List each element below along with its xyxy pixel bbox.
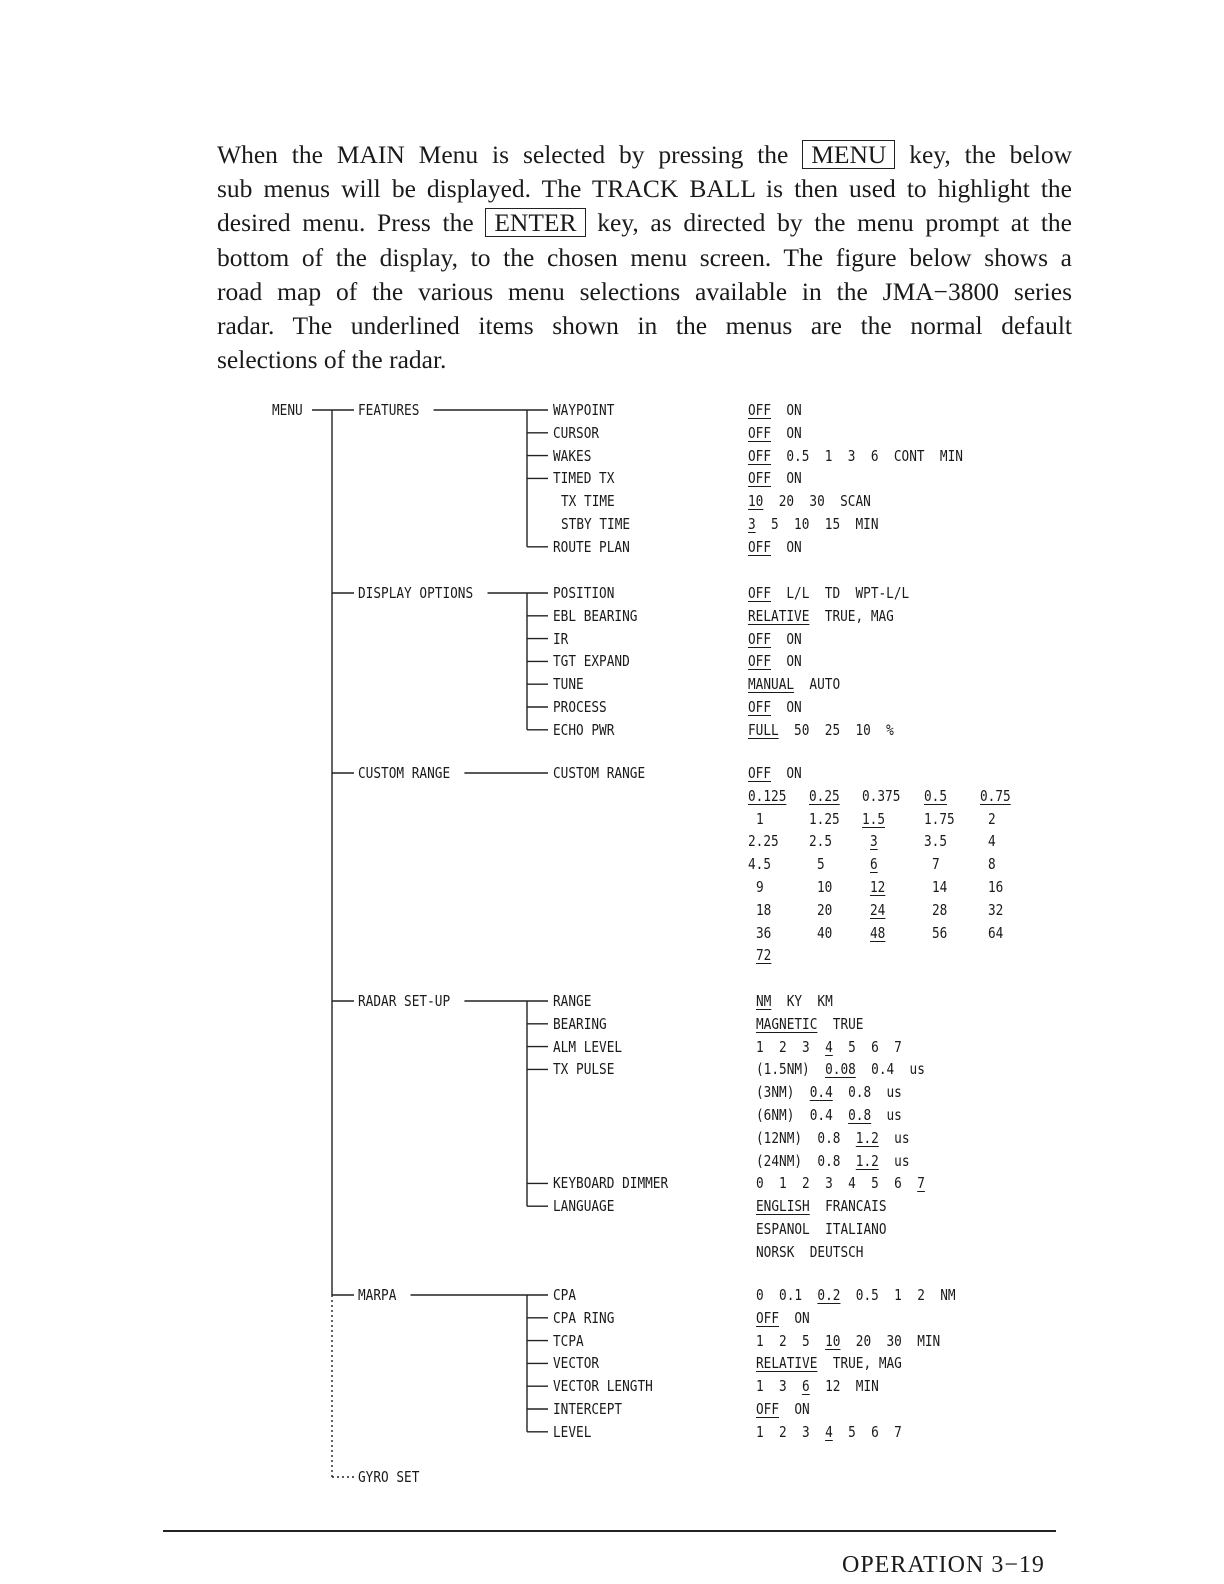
option: 0.4	[809, 1106, 833, 1124]
default-range-value: 1.5	[862, 809, 886, 828]
default-range-value: 24	[870, 900, 886, 919]
menu-item-label: KEYBOARD DIMMER	[553, 1174, 669, 1193]
option-row	[756, 1104, 902, 1127]
option: 1	[824, 446, 833, 465]
menu-group-label: FEATURES	[358, 401, 420, 419]
option-row	[756, 1127, 910, 1150]
intro-text: bottom of the display, to the chosen menu screen. The figure below shows a	[217, 242, 1072, 272]
range-value: 20	[817, 900, 833, 919]
default-range-value: 0.125	[748, 786, 787, 805]
option-row	[756, 1218, 887, 1241]
option: 6	[871, 1422, 879, 1441]
option: 12	[825, 1377, 841, 1396]
default-option: 4	[825, 1037, 833, 1056]
range-value: 5	[817, 855, 825, 874]
option: (3NM)	[756, 1083, 795, 1102]
option: 5	[848, 1037, 856, 1056]
default-range-value: 12	[870, 878, 886, 896]
option: SCAN	[840, 492, 871, 511]
menu-group-label: DISPLAY OPTIONS	[358, 584, 474, 602]
default-range-value: 48	[870, 923, 886, 942]
menu-item-label: INTERCEPT	[553, 1400, 623, 1418]
option-row	[748, 762, 802, 785]
option: MIN	[855, 1377, 879, 1396]
menu-item-label: ECHO PWR	[553, 720, 615, 739]
menu-root: MENU	[272, 401, 303, 419]
option: 30	[809, 492, 825, 511]
option: (6NM)	[756, 1106, 795, 1124]
default-range-value: 6	[870, 855, 878, 874]
default-option: 10	[748, 492, 764, 511]
option-row	[756, 1284, 956, 1307]
option: ON	[794, 1308, 810, 1327]
intro-text: road map of the various menu selections available in the JMA−3800 series	[217, 276, 1072, 306]
menu-item-label: PROCESS	[553, 698, 607, 716]
range-value: 1.75	[924, 809, 955, 828]
option: ON	[794, 1400, 810, 1418]
default-option: OFF	[748, 537, 772, 556]
range-value: 64	[988, 923, 1004, 942]
option: 0.8	[817, 1128, 841, 1147]
option: 5	[802, 1331, 810, 1350]
range-value: 16	[988, 878, 1004, 896]
range-value: 3.5	[924, 832, 948, 851]
option: ESPANOL	[756, 1220, 810, 1238]
option: 20	[855, 1331, 872, 1350]
option: 0.5	[855, 1286, 879, 1304]
range-value: 4	[988, 832, 996, 851]
default-option: OFF	[748, 584, 772, 602]
default-option: FULL	[748, 720, 779, 739]
option: KY	[786, 992, 803, 1010]
menu-item-label: LEVEL	[553, 1422, 592, 1441]
menu-item-label: WAYPOINT	[553, 401, 615, 419]
range-value: 2	[988, 809, 996, 828]
default-option: OFF	[756, 1308, 780, 1327]
default-option: MANUAL	[748, 675, 795, 694]
option: 50	[794, 720, 810, 739]
option: ON	[786, 469, 802, 488]
range-value: 9	[756, 878, 764, 896]
range-value: 4.5	[748, 855, 772, 874]
menu-item-label: CPA	[553, 1286, 577, 1304]
option: 0.4	[871, 1060, 895, 1079]
option: DEUTSCH	[809, 1242, 864, 1261]
option-row	[748, 628, 802, 651]
option: AUTO	[809, 675, 841, 694]
range-value: 7	[932, 855, 940, 874]
menu-item-label: TX TIME	[561, 492, 615, 511]
menu-item-label: IR	[553, 629, 569, 648]
default-option: 0.8	[848, 1106, 872, 1124]
menu-item-label: STBY TIME	[561, 515, 631, 533]
range-value: 40	[817, 923, 833, 942]
option: 3	[847, 446, 856, 465]
option-row	[756, 1398, 810, 1421]
option: 1	[779, 1174, 787, 1193]
default-option: OFF	[748, 469, 772, 488]
option: 0	[756, 1286, 764, 1304]
option-row	[748, 650, 802, 673]
default-range-value: 3	[870, 832, 878, 851]
default-range-value: 0.5	[924, 786, 948, 805]
option-row	[756, 1195, 887, 1218]
option: (12NM)	[756, 1128, 803, 1147]
key-label: MENU	[802, 140, 895, 169]
option: 6	[871, 1037, 879, 1056]
page-footer: OPERATION 3−19	[842, 1552, 1045, 1578]
option-row	[756, 1352, 902, 1375]
option-row	[756, 1375, 879, 1398]
default-option: 0.4	[809, 1083, 833, 1102]
default-option: RELATIVE	[748, 606, 810, 625]
option-row	[756, 1307, 810, 1330]
option: 0.1	[779, 1286, 803, 1304]
default-option: OFF	[748, 423, 772, 442]
default-option: 10	[825, 1331, 841, 1350]
option: TRUE, MAG	[824, 606, 894, 625]
menu-group-label: GYRO SET	[358, 1468, 420, 1486]
range-value: 1	[756, 809, 764, 828]
intro-text: sub menus will be displayed. The TRACK BALL is then used to highlight the	[217, 174, 1072, 204]
option-row	[756, 1330, 940, 1353]
menu-item-label: CUSTOM RANGE	[553, 764, 646, 782]
range-value: 0.375	[862, 786, 901, 805]
range-value: 36	[756, 923, 772, 942]
option: 2	[779, 1422, 787, 1441]
intro-text: desired menu. Press the	[217, 208, 486, 238]
option: 2	[917, 1286, 925, 1304]
option-row	[756, 1013, 863, 1036]
option: 5	[848, 1422, 856, 1441]
option: TRUE, MAG	[832, 1354, 902, 1373]
option: 3	[825, 1174, 833, 1193]
option: 1	[756, 1377, 764, 1396]
menu-item-label: CURSOR	[553, 423, 600, 442]
range-value: 56	[932, 923, 948, 942]
default-option: OFF	[748, 698, 772, 716]
intro-text: key, the below	[895, 140, 1073, 169]
menu-item-label: TIMED TX	[553, 469, 615, 488]
option: 15	[824, 515, 841, 533]
option: ON	[786, 423, 802, 442]
option: us	[886, 1106, 902, 1124]
default-option: NM	[756, 992, 772, 1010]
option: 7	[894, 1422, 902, 1441]
option-row	[748, 696, 802, 719]
option: ON	[786, 698, 802, 716]
option-row	[748, 422, 802, 445]
option: ON	[786, 652, 802, 671]
option-row	[748, 673, 840, 696]
default-option: OFF	[748, 401, 772, 419]
menu-group-label: MARPA	[358, 1286, 397, 1304]
option: ITALIANO	[825, 1220, 887, 1238]
option-row	[748, 719, 894, 742]
menu-item-label: TCPA	[553, 1331, 584, 1350]
menu-item-label: TGT EXPAND	[553, 652, 630, 671]
intro-text: radar. The underlined items shown in the menus are the normal default	[217, 311, 1072, 341]
option: 10	[855, 720, 871, 739]
option: 1	[756, 1331, 764, 1350]
option: ON	[786, 401, 802, 419]
default-option: 0.08	[825, 1060, 856, 1079]
option: 0.8	[848, 1083, 872, 1102]
option: 0.5	[786, 446, 810, 465]
intro-text: selections of the radar.	[217, 345, 447, 375]
menu-item-label: VECTOR LENGTH	[553, 1377, 653, 1396]
option: 1	[894, 1286, 902, 1304]
option: 5	[871, 1174, 879, 1193]
default-option: 1.2	[855, 1128, 879, 1147]
range-value: 1.25	[809, 809, 840, 828]
range-value: 10	[817, 878, 833, 896]
option-row	[748, 536, 802, 559]
option: 0	[756, 1174, 764, 1193]
default-option: OFF	[748, 629, 772, 648]
option: 3	[802, 1037, 810, 1056]
option-row	[756, 1172, 925, 1195]
menu-item-label: TX PULSE	[553, 1060, 615, 1079]
menu-item-label: VECTOR	[553, 1354, 600, 1373]
menu-item-label: WAKES	[553, 446, 592, 465]
range-value: 32	[988, 900, 1004, 919]
default-option: ENGLISH	[756, 1197, 810, 1216]
option: TRUE	[832, 1014, 864, 1033]
menu-group-label: CUSTOM RANGE	[358, 764, 451, 782]
range-value: 18	[756, 900, 772, 919]
option: MIN	[939, 446, 963, 465]
range-value: 2.25	[748, 832, 779, 851]
option: 2	[779, 1037, 787, 1056]
range-value: 8	[988, 855, 996, 874]
default-option: RELATIVE	[756, 1354, 818, 1373]
default-option: 4	[825, 1422, 833, 1441]
option-row	[748, 399, 802, 422]
default-option: 1.2	[855, 1151, 879, 1170]
option: 3	[779, 1377, 787, 1396]
option: L/L	[786, 584, 810, 602]
default-option: OFF	[748, 652, 772, 671]
option-row	[748, 605, 894, 628]
menu-item-label: LANGUAGE	[553, 1197, 615, 1216]
option-row	[748, 467, 802, 490]
intro-text: When the MAIN Menu is selected by pressing the	[217, 140, 803, 169]
default-option: OFF	[748, 446, 772, 465]
option-row	[756, 1150, 910, 1173]
option: (24NM)	[756, 1151, 803, 1170]
default-option: 6	[802, 1377, 810, 1396]
range-value: 2.5	[809, 832, 833, 851]
option: CONT	[893, 446, 925, 465]
option-row	[748, 513, 879, 536]
key-label: ENTER	[485, 208, 585, 237]
option-row	[756, 1081, 902, 1104]
default-option: OFF	[756, 1400, 780, 1418]
option: 2	[779, 1331, 787, 1350]
default-range-value: 0.75	[980, 786, 1011, 805]
option: 4	[848, 1174, 856, 1193]
option: 1	[756, 1422, 764, 1441]
menu-group-label: RADAR SET-UP	[358, 992, 451, 1010]
footer-rule	[163, 1530, 1056, 1532]
menu-item-label: ROUTE PLAN	[553, 537, 630, 556]
default-range-value: 0.25	[809, 786, 840, 805]
option: 1	[756, 1037, 764, 1056]
option: ON	[786, 629, 802, 648]
range-value: 28	[932, 900, 948, 919]
option: MIN	[917, 1331, 941, 1350]
option-row	[756, 1421, 902, 1444]
option-row	[748, 582, 909, 605]
default-option: 3	[748, 515, 756, 533]
option: 10	[794, 515, 810, 533]
menu-item-label: CPA RING	[553, 1308, 615, 1327]
menu-item-label: BEARING	[553, 1014, 607, 1033]
option-row	[756, 990, 833, 1013]
option: 0.8	[817, 1151, 841, 1170]
menu-item-label: POSITION	[553, 584, 615, 602]
option: 2	[802, 1174, 810, 1193]
menu-item-label: TUNE	[553, 675, 584, 694]
default-option: 0.2	[817, 1286, 841, 1304]
option: NM	[940, 1286, 956, 1304]
option: NORSK	[756, 1242, 795, 1261]
option: 6	[870, 446, 879, 465]
option: KM	[817, 992, 833, 1010]
option: FRANCAIS	[825, 1197, 887, 1216]
default-option: OFF	[748, 764, 772, 782]
default-option: 7	[917, 1174, 925, 1193]
option: TD	[824, 584, 841, 602]
option: ON	[786, 537, 802, 556]
option: 3	[802, 1422, 810, 1441]
option: MIN	[855, 515, 879, 533]
option-row	[756, 1036, 902, 1059]
option: 5	[771, 515, 779, 533]
intro-text: key, as directed by the menu prompt at the	[585, 208, 1073, 238]
option: WPT-L/L	[855, 584, 910, 602]
option: 30	[886, 1331, 902, 1350]
option: 6	[894, 1174, 902, 1193]
menu-item-label: EBL BEARING	[553, 606, 638, 625]
option-row	[756, 1058, 925, 1081]
option: us	[894, 1151, 910, 1170]
option-row	[756, 1241, 863, 1264]
menu-item-label: RANGE	[553, 992, 592, 1010]
range-value: 14	[932, 878, 948, 896]
option: %	[886, 720, 894, 739]
option-row	[748, 490, 871, 513]
option: ON	[786, 764, 802, 782]
option: (1.5NM)	[756, 1060, 810, 1079]
option: us	[894, 1128, 910, 1147]
option: 25	[824, 720, 841, 739]
option: us	[886, 1083, 902, 1102]
default-range-value: 72	[756, 946, 772, 965]
option-row	[748, 445, 963, 468]
default-option: MAGNETIC	[756, 1014, 818, 1033]
menu-item-label: ALM LEVEL	[553, 1037, 623, 1056]
option: us	[909, 1060, 925, 1079]
option: 20	[778, 492, 795, 511]
option: 7	[894, 1037, 902, 1056]
